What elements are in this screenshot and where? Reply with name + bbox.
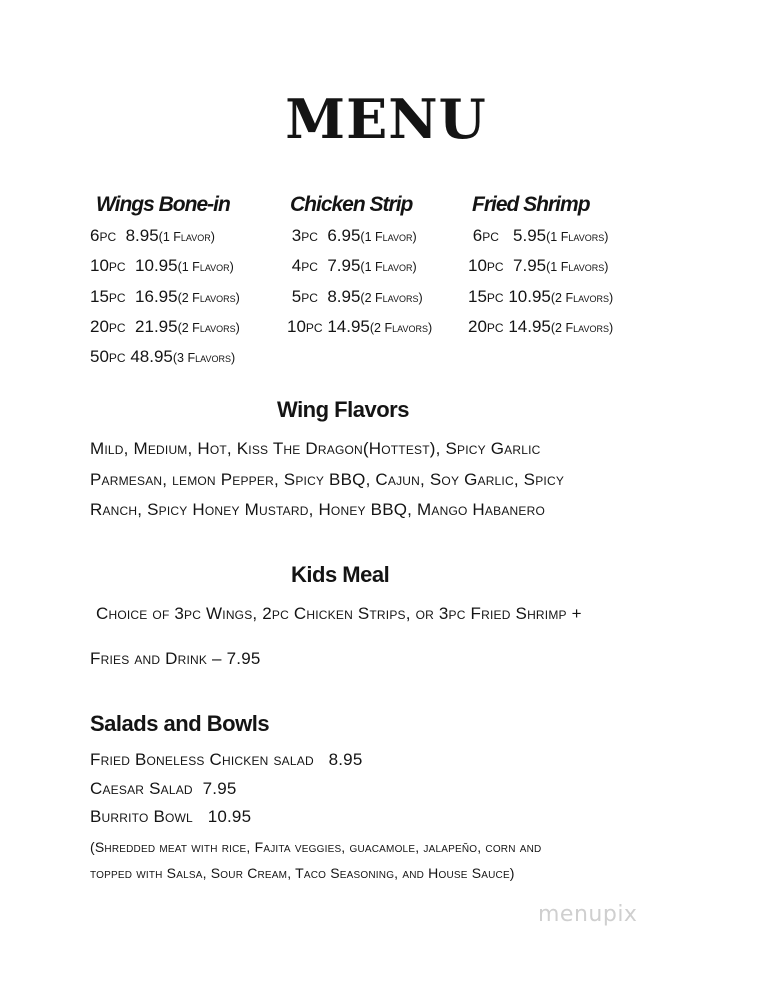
wings-bone-in-prices xyxy=(90,225,240,376)
list-item: 6pc 8.95(1 Flavor) xyxy=(90,226,215,245)
wing-flavors-line: Parmesan, lemon Pepper, Spicy BBQ, Cajun, Soy Garlic, Spicy xyxy=(90,469,565,489)
burrito-bowl-description xyxy=(90,834,541,886)
list-item: 20pc 21.95(2 Flavors) xyxy=(90,316,240,336)
wing-flavors-line: Mild, Medium, Hot, Kiss The Dragon(Hottest), Spicy Garlic xyxy=(90,439,541,458)
watermark-logo: menupix xyxy=(538,902,638,927)
wing-flavors-heading: Wing Flavors xyxy=(277,397,409,422)
fried-shrimp-column xyxy=(472,192,590,225)
list-item: 10pc 10.95(1 Flavor) xyxy=(90,256,234,276)
wings-bone-in-heading: Wings Bone-in xyxy=(96,193,230,216)
chicken-strip-heading: Chicken Strip xyxy=(290,193,413,216)
kids-meal-line-2: Fries and Drink – 7.95 xyxy=(90,649,261,668)
salads-bowls-heading: Salads and Bowls xyxy=(90,711,270,736)
fried-shrimp-prices xyxy=(468,225,613,346)
list-item: 6pc 5.95(1 Flavors) xyxy=(472,226,609,245)
fried-shrimp-heading: Fried Shrimp xyxy=(472,193,590,216)
list-item: 5pc 8.95(2 Flavors) xyxy=(291,286,423,306)
list-item: 15pc 16.95(2 Flavors) xyxy=(90,286,240,306)
page-title: MENU xyxy=(285,87,487,151)
chicken-strip-prices xyxy=(287,225,432,346)
wing-flavors-list xyxy=(90,434,564,526)
list-item: 15pc 10.95(2 Flavors) xyxy=(468,286,614,306)
list-item: 20pc 14.95(2 Flavors) xyxy=(468,316,614,336)
kids-meal-line-1: Choice of 3pc Wings, 2pc Chicken Strips, or 3pc Fried Shrimp + xyxy=(96,604,582,623)
list-item: 4pc 7.95(1 Flavor) xyxy=(291,256,417,276)
burrito-bowl-description-line: topped with Salsa, Sour Cream, Taco Seasoning, and House Sauce) xyxy=(90,865,515,881)
burrito-bowl-description-line: (Shredded meat with rice, Fajita veggies, guacamole, jalapeño, corn and xyxy=(90,839,542,855)
list-item: 50pc 48.95(3 Flavors) xyxy=(90,347,236,367)
wings-bone-in-column xyxy=(96,192,230,225)
list-item: Caesar Salad 7.95 xyxy=(90,778,237,798)
list-item: Fried Boneless Chicken salad 8.95 xyxy=(90,750,363,769)
list-item: 10pc 7.95(1 Flavors) xyxy=(468,256,609,276)
list-item: Burrito Bowl 10.95 xyxy=(90,807,252,826)
list-item: 3pc 6.95(1 Flavor) xyxy=(291,226,417,245)
kids-meal-heading: Kids Meal xyxy=(291,562,390,587)
list-item: 10pc 14.95(2 Flavors) xyxy=(287,316,433,336)
salads-list xyxy=(90,746,363,832)
chicken-strip-column xyxy=(290,192,412,225)
wing-flavors-line: Ranch, Spicy Honey Mustard, Honey BBQ, Mango Habanero xyxy=(90,500,545,519)
